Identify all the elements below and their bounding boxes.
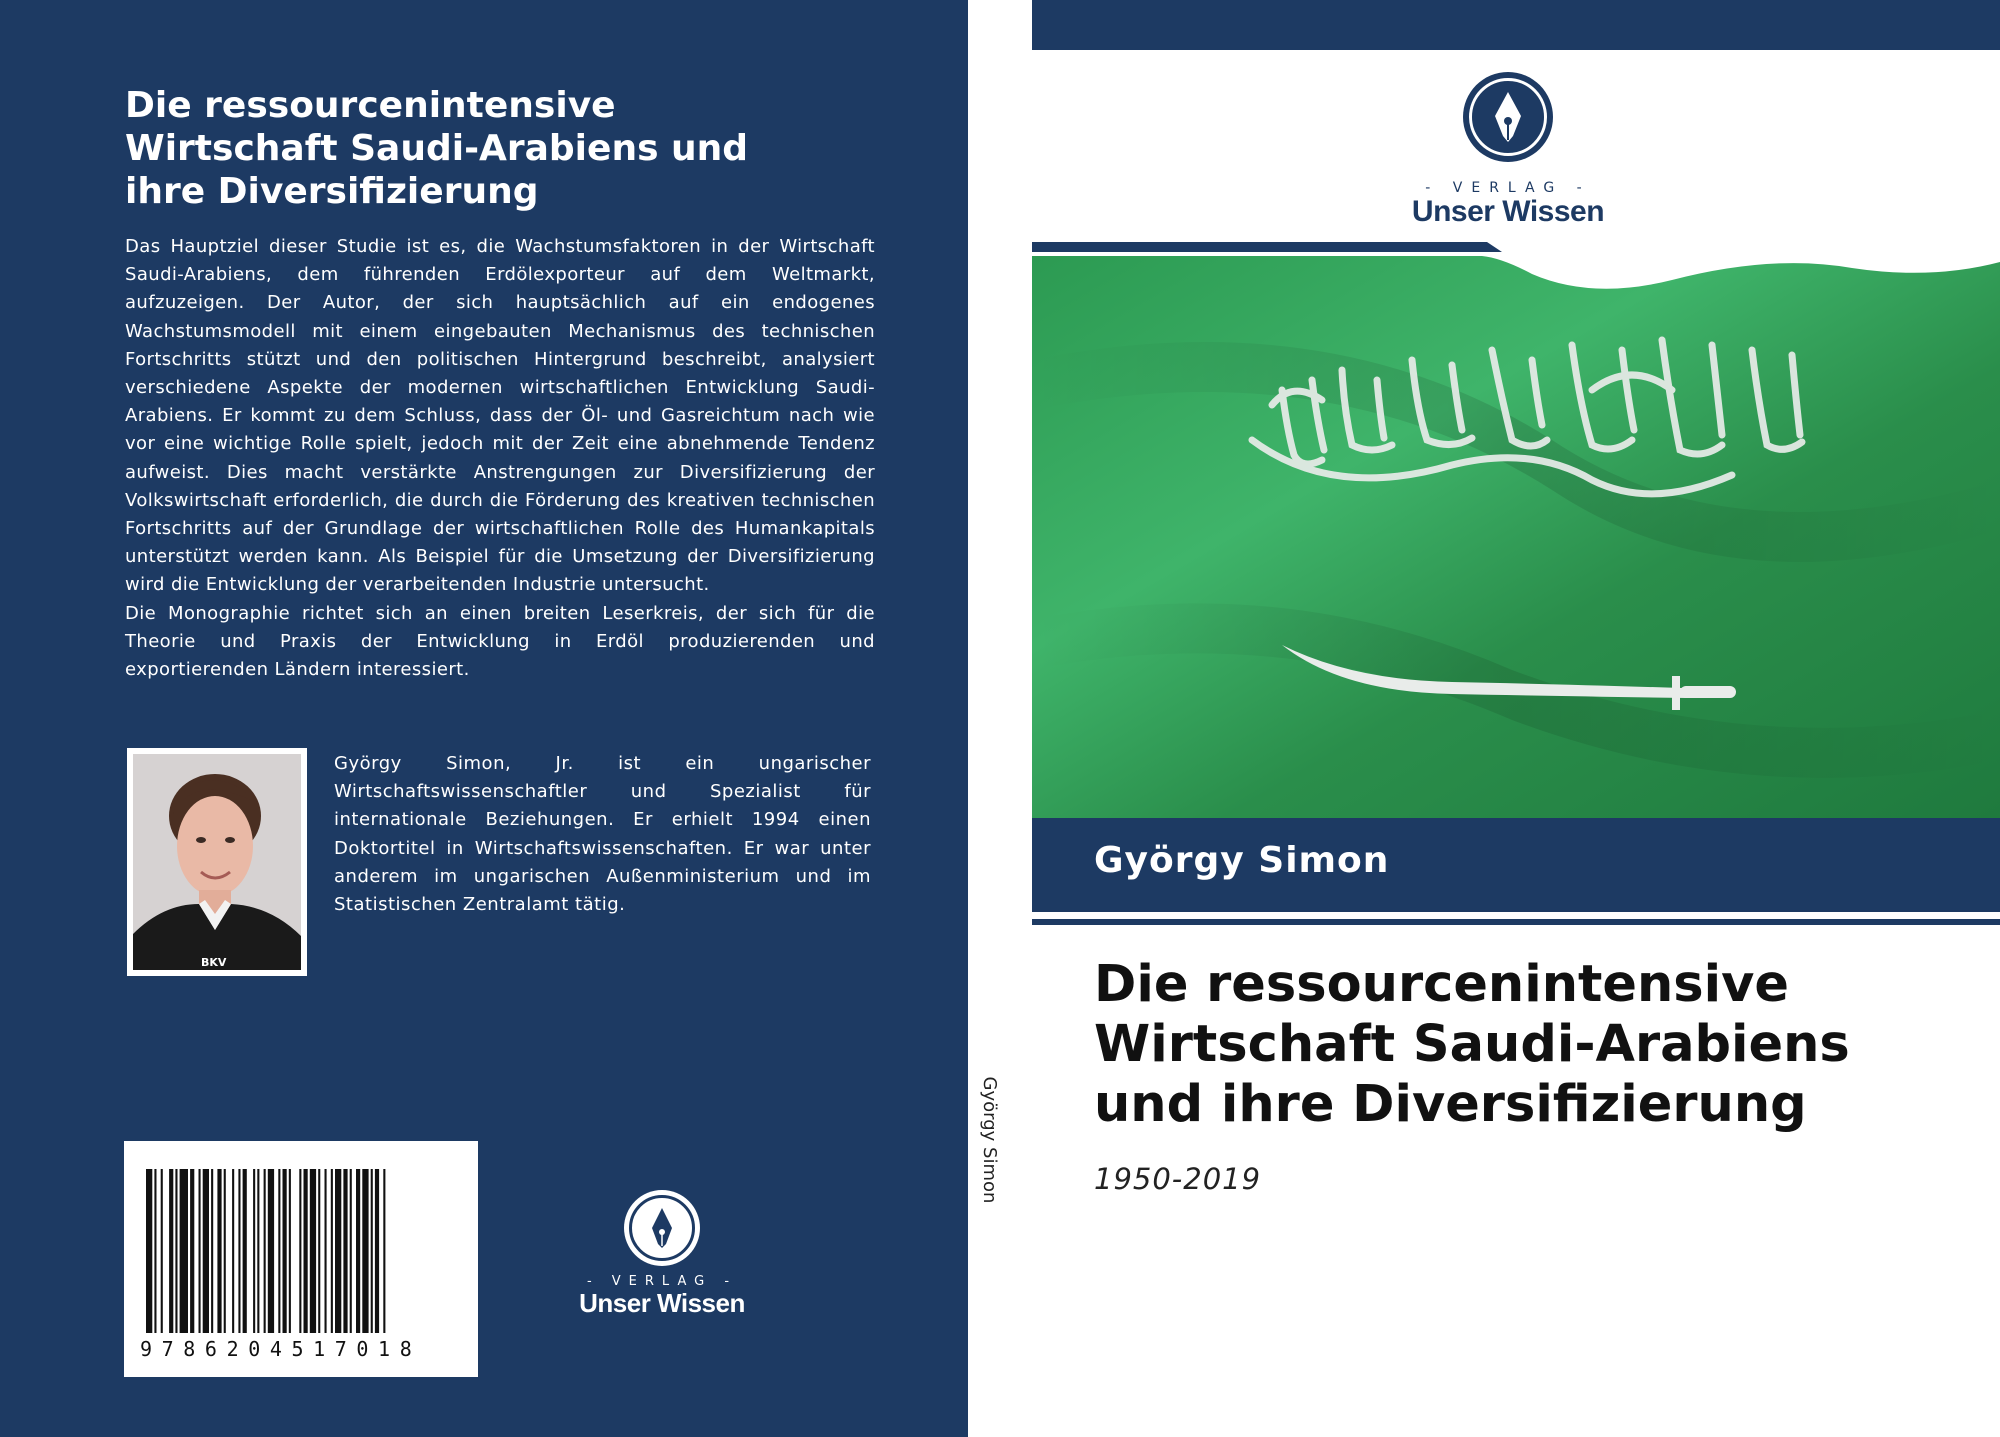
barcode-bar — [169, 1169, 173, 1333]
barcode-bar — [299, 1169, 301, 1333]
barcode-bar — [331, 1169, 333, 1333]
barcode-bar — [161, 1169, 163, 1333]
barcode-bars — [146, 1169, 456, 1349]
author-portrait-image — [133, 754, 301, 970]
barcode-bar — [289, 1169, 291, 1333]
isbn-barcode — [124, 1141, 478, 1377]
barcode-bar — [217, 1169, 221, 1333]
barcode-bar — [350, 1169, 352, 1333]
front-title: Die ressourcenintensive Wirtschaft Saudi-Arabiens und ihre Diversifizierung — [1094, 955, 1850, 1134]
author-photo — [127, 748, 307, 976]
front-subtitle: 1950-2019 — [1094, 1162, 1262, 1196]
author-bio: György Simon, Jr. ist ein ungarischer Wirtschaftswissenschaftler und Spezialist für internationale Beziehungen. Er erhielt 1994 einen Doktortitel in Wirtschaftswissenschaften. Er war unter anderem im ungarischen Außenministerium und im Statistischen Zentralamt tätig. — [334, 753, 871, 916]
barcode-bar — [257, 1169, 259, 1333]
barcode-bar — [268, 1169, 274, 1333]
barcode-bar — [335, 1169, 341, 1333]
barcode-bar — [175, 1169, 177, 1333]
barcode-bar — [238, 1169, 240, 1333]
logo-verlag-text: - VERLAG - — [586, 1274, 738, 1289]
logo-verlag-text: - VERLAG - — [1425, 180, 1591, 196]
front-top-bar — [1032, 0, 2000, 50]
photo-caption: BKV — [201, 956, 227, 969]
barcode-bar — [146, 1169, 152, 1333]
barcode-bar — [224, 1169, 226, 1333]
spine-author: György Simon — [979, 1076, 1000, 1204]
author-band — [1032, 818, 2000, 912]
barcode-bar — [180, 1169, 188, 1333]
front-cover — [1032, 0, 2000, 1437]
barcode-bar — [278, 1169, 280, 1333]
barcode-bar — [283, 1169, 287, 1333]
front-publisher-logo — [1408, 72, 1608, 228]
saudi-flag-image — [1032, 240, 2000, 818]
back-publisher-logo — [576, 1190, 748, 1317]
logo-name-text: Unser Wissen — [579, 1288, 745, 1318]
barcode-bar — [356, 1169, 360, 1333]
barcode-bar — [375, 1169, 379, 1333]
author-underline — [1032, 919, 2000, 925]
barcode-bar — [325, 1169, 327, 1333]
barcode-bar — [318, 1169, 320, 1333]
summary-paragraph: Die Monographie richtet sich an einen breiten Leserkreis, der sich für die Theorie und Praxis der Entwicklung in Erdöl produzierenden und exportierenden Ländern interessiert. — [125, 602, 875, 681]
barcode-bar — [199, 1169, 201, 1333]
barcode-bar — [264, 1169, 266, 1333]
barcode-bar — [232, 1169, 234, 1333]
isbn-digits: 9786204517018 — [140, 1337, 422, 1361]
back-cover-title: Die ressourcenintensive Wirtschaft Saudi-Arabiens und ihre Diversifizierung — [125, 85, 749, 212]
barcode-bar — [154, 1169, 156, 1333]
barcode-bar — [253, 1169, 255, 1333]
barcode-bar — [243, 1169, 247, 1333]
barcode-bar — [383, 1169, 385, 1333]
summary-paragraph: Das Hauptziel dieser Studie ist es, die Wachstumsfaktoren in der Wirtschaft Saudi-Arabiens, dem führenden Erdölexporteur auf dem Weltmarkt, aufzuzeigen. Der Autor, der sich hauptsächlich auf ein endogenes Wachstumsmodell mit einem eingebauten Mechanismus des technischen Fortschritts stützt und den politischen Hintergrund beschreibt, analysiert verschiedene Aspekte der modernen wirtschaftlichen Entwicklung Saudi-Arabiens. Er kommt zu dem Schluss, dass der Öl- und Gasreichtum nach wie vor eine wichtige Rolle spielt, jedoch mit der Zeit eine abnehmende Tendenz aufweist. Dies macht verstärkte Anstrengungen zur Diversifizierung der Volkswirtschaft erforderlich, die durch die Förderung des kreativen technischen Fortschritts auf der Grundlage der wirtschaftlichen Rolle des Humankapitals unterstützt werden kann. Als Beispiel für die Umsetzung der Diversifizierung wird die Entwicklung der verarbeitenden Industrie untersucht. — [125, 236, 875, 596]
back-cover-summary — [125, 233, 875, 684]
barcode-bar — [190, 1169, 194, 1333]
barcode-bar — [371, 1169, 373, 1333]
fountain-pen-nib-icon — [1463, 72, 1553, 162]
front-author: György Simon — [1094, 840, 1390, 881]
spine — [968, 0, 1032, 1437]
fountain-pen-nib-icon — [624, 1190, 700, 1266]
barcode-bar — [343, 1169, 347, 1333]
barcode-bar — [211, 1169, 213, 1333]
barcode-bar — [362, 1169, 368, 1333]
logo-name-text: Unser Wissen — [1411, 195, 1605, 228]
back-cover — [0, 0, 968, 1437]
barcode-bar — [310, 1169, 316, 1333]
barcode-bar — [304, 1169, 308, 1333]
barcode-bar — [203, 1169, 209, 1333]
